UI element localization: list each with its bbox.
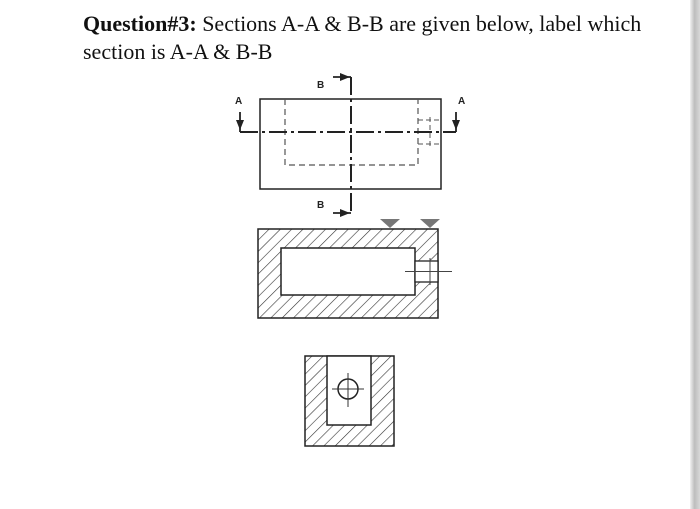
- marker-triangle-left: [380, 219, 400, 228]
- label-b-top: B: [317, 80, 325, 91]
- arrow-a-left: [236, 120, 244, 130]
- section-1-cavity: [281, 248, 415, 295]
- arrow-b-bottom: [340, 209, 350, 217]
- label-a-left: A: [235, 96, 243, 107]
- section-2-cavity: [327, 356, 371, 425]
- top-view: [235, 73, 465, 217]
- arrow-b-top: [340, 73, 350, 81]
- cutting-plane-b-b: [317, 73, 351, 217]
- label-a-right: A: [458, 96, 466, 107]
- arrow-a-right: [452, 120, 460, 130]
- question-label: Question#3:: [83, 11, 197, 36]
- section-view-2: [305, 356, 394, 446]
- marker-triangle-right: [420, 219, 440, 228]
- question-body: Sections A-A & B-B are given below, label which section is A-A & B-B: [83, 11, 642, 64]
- label-b-bottom: B: [317, 200, 325, 211]
- section-view-1: [258, 219, 452, 318]
